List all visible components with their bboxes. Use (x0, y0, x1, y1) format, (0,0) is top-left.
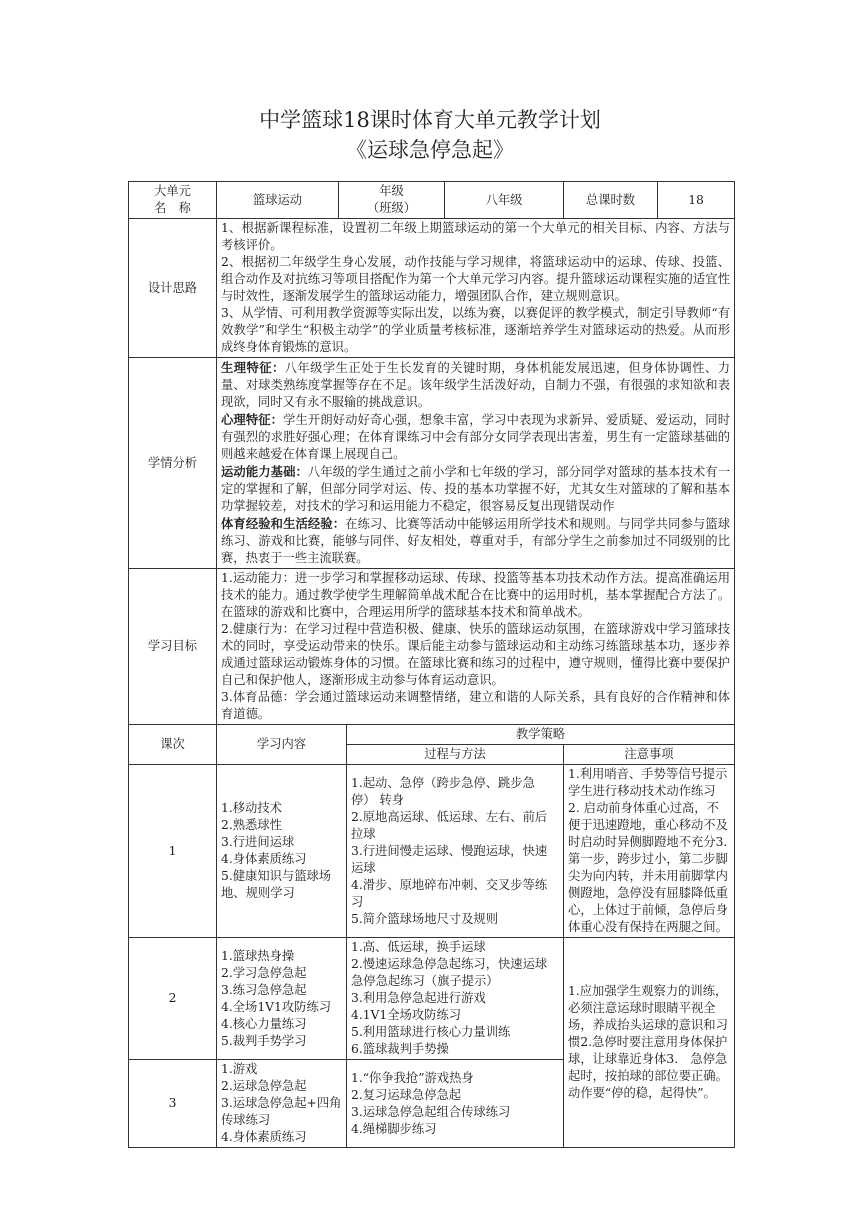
col-notes-header: 注意事项 (564, 745, 735, 765)
lesson-methods (347, 765, 564, 938)
lesson-content (217, 765, 347, 938)
goals-paragraph: 1.运动能力：进一步学习和掌握移动运球、传球、投篮等基本功技术动作方法。提高准确运用技术的能力。通过教学使学生理解简单战术配合在比赛中的运用时机，基本掌握配合方法了。在篮球的游戏和比赛中，合理运用所学的篮球基本技术和简单战术。 (221, 571, 731, 619)
analysis-row (129, 358, 735, 569)
lesson-notes-shared: 1.应加强学生观察力的训练，必须注意运球时眼睛平视全场，养成抬头运球的意识和习惯2.急停时要注意用身体保护球，让球靠近身体3. 急停急起时，按拍球的部位要正确。动作要“停的稳，起得快”。 (564, 938, 735, 1148)
list-item: 1.篮球热身操 (221, 948, 295, 963)
list-item: 2.熟悉球性 (221, 818, 282, 832)
list-item: 3.运球急停急起组合传球练习 (351, 1104, 511, 1119)
lesson-methods (347, 938, 564, 1060)
lesson-row (129, 938, 735, 1060)
total-hours-label: 总课时数 (564, 182, 658, 219)
lesson-content (217, 938, 347, 1060)
lesson-number: 2 (129, 938, 217, 1060)
schedule-header-row (129, 725, 735, 745)
analysis-item-text: 八年级学生正处于生长发育的关键时期，身体机能发展迅速，但身体协调性、力量、对球类熟练度掌握等存在不足。该年级学生活泼好动，自制力不强，有很强的求知欲和表现欲，同时又有永不服输的挑战意识。 (221, 361, 731, 409)
col-lesson-header: 课次 (129, 725, 217, 765)
col-strategy-header: 教学策略 (347, 725, 735, 745)
design-label: 设计思路 (129, 219, 217, 358)
analysis-item-heading: 运动能力基础： (221, 464, 308, 479)
list-item: 2.复习运球急停急起 (351, 1087, 462, 1102)
page-subtitle: 《运球急停急起》 (346, 138, 514, 162)
col-method-header: 过程与方法 (347, 745, 564, 765)
goals-row (129, 569, 735, 725)
list-item: 2.运球急停急起 (221, 1079, 307, 1093)
design-paragraph: 3、从学情、可利用教学资源等实际出发，以练为赛，以赛促评的教学模式，制定引导教师“有效教学”和学生“积极主动学”的学业质量考核标准，逐渐培养学生对篮球运动的热爱。从而形成终身体育锻炼的意识。 (221, 306, 731, 354)
goals-paragraph: 3.体育品德：学会通过篮球运动来调整情绪，建立和谐的人际关系，具有良好的合作精神和体育道德。 (221, 690, 731, 721)
unit-header-row (129, 182, 735, 219)
analysis-item-text: 八年级的学生通过之前小学和七年级的学习，部分同学对篮球的基本技术有一定的掌握和了解，但部分同学对运、传、投的基本功掌握不好，尤其女生对篮球的了解和基本功掌握较差，对技术的学习和运用能力不稳定，很容易反复出现错误动作 (221, 465, 731, 513)
grade-label: 年级 （班级） (339, 182, 445, 219)
lesson-number: 1 (129, 765, 217, 938)
analysis-content (217, 358, 735, 569)
list-item: 1.高、低运球，换手运球 (351, 940, 486, 954)
list-item: 1.起动、急停（跨步急停、跳步急停） 转身 (351, 775, 535, 807)
analysis-item-text: 学生开朗好动好奇心强，想象丰富，学习中表现为求新异、爱质疑、爱运动，同时有强烈的求胜好强心理；在体育课练习中会有部分女同学表现出害羞，男生有一定篮球基础的则越来越爱在体育课上展现自己。 (221, 413, 731, 461)
analysis-item (221, 411, 730, 463)
list-item: 4.身体素质练习 (221, 852, 307, 866)
design-paragraph: 1、根据新课程标准，设置初二年级上期篮球运动的第一个大单元的相关目标、内容、方法与考核评价。 (221, 221, 731, 252)
list-item: 2.学习急停急起 (221, 965, 307, 980)
list-item: 6.篮球裁判手势操 (351, 1042, 449, 1056)
analysis-item-heading: 生理特征： (221, 360, 285, 375)
lesson-notes: 1.利用哨音、手势等信号提示学生进行移动技术动作练习 2. 启动前身体重心过高，不便于迅速蹬地，重心移动不及时启动时异侧脚蹬地不充分3. 第一步，跨步过小，第二步脚尖为向内转，并未用前脚掌内侧蹬地，急停没有屈膝降低重心，上体过于前倾，急停后身体重心没有保持在两腿之间。 (564, 765, 735, 938)
goals-content (217, 569, 735, 725)
list-item: 2.原地高运球、低运球、左右、前后拉球 (351, 809, 548, 841)
list-item: 5.健康知识与篮球场地、规则学习 (221, 869, 332, 900)
grade-value: 八年级 (445, 182, 564, 219)
analysis-item-heading: 心理特征： (221, 412, 284, 427)
list-item: 3.行进间慢走运球、慢跑运球，快速运球 (351, 843, 548, 875)
list-item: 4.绳梯脚步练习 (351, 1121, 437, 1136)
design-content (217, 219, 735, 358)
analysis-item-heading: 体育经验和生活经验： (221, 516, 346, 531)
analysis-label: 学情分析 (129, 358, 217, 569)
list-item: 3.利用急停急起进行游戏 (351, 991, 486, 1005)
unit-name-label: 大单元 名 称 (129, 182, 217, 219)
list-item: 4.全场1V1攻防练习 (221, 999, 332, 1014)
analysis-item-text: 在练习、比赛等活动中能够运用所学技术和规则。与同学共同参与篮球练习、游戏和比赛，能够与同伴、好友相处，尊重对手，有部分学生之前参加过不同级别的比赛，热衷于一些主流联赛。 (221, 517, 731, 565)
total-hours-value: 18 (658, 182, 735, 219)
lesson-number: 3 (129, 1060, 217, 1148)
lesson-content (217, 1060, 347, 1148)
list-item: 4.身体素质练习 (221, 1130, 307, 1144)
list-item: 1.“你争我抢”游戏热身 (351, 1070, 474, 1085)
list-item: 3.行进间运球 (221, 835, 295, 849)
design-row (129, 219, 735, 358)
plan-table (128, 181, 735, 1148)
lesson-methods (347, 1060, 564, 1148)
list-item: 4.1V1全场攻防练习 (351, 1008, 462, 1022)
list-item: 4.核心力量练习 (221, 1016, 307, 1031)
goals-label: 学习目标 (129, 569, 217, 725)
list-item: 5.简介篮球场地尺寸及规则 (351, 911, 498, 926)
col-content-header: 学习内容 (217, 725, 347, 765)
list-item: 3.运球急停急起+四角传球练习 (221, 1096, 342, 1127)
list-item: 4.滑步、原地碎布冲刺、交叉步等练习 (351, 877, 548, 909)
analysis-item (221, 359, 730, 411)
analysis-item (221, 463, 730, 515)
list-item: 1.移动技术 (221, 801, 282, 815)
list-item: 5.裁判手势学习 (221, 1033, 307, 1048)
list-item: 2.慢速运球急停急起练习，快速运球急停急起练习（旗子提示） (351, 957, 548, 988)
lesson-row (129, 765, 735, 938)
goals-paragraph: 2.健康行为：在学习过程中营造积极、健康、快乐的篮球运动氛围，在篮球游戏中学习篮球技术的同时，享受运动带来的快乐。课后能主动参与篮球运动和主动练习练篮球基本功，逐步养成通过篮球运动锻炼身体的习惯。在篮球比赛和练习的过程中，遵守规则，懂得比赛中要保护自己和保护他人，逐渐形成主动参与体育运动意识。 (221, 622, 731, 687)
unit-name-value: 篮球运动 (217, 182, 339, 219)
list-item: 1.游戏 (221, 1062, 258, 1076)
list-item: 5.利用篮球进行核心力量训练 (351, 1025, 511, 1039)
design-paragraph: 2、根据初二年级学生身心发展，动作技能与学习规律，将篮球运动中的运球、传球、投篮、组合动作及对抗练习等项目搭配作为第一个大单元学习内容。提升篮球运动课程实施的适宜性与时效性，逐渐发展学生的篮球运动能力，增强团队合作，建立规则意识。 (221, 255, 731, 303)
page-title: 中学篮球18课时体育大单元教学计划 (259, 108, 601, 132)
list-item: 3.练习急停急起 (221, 982, 307, 997)
analysis-item (221, 515, 730, 567)
